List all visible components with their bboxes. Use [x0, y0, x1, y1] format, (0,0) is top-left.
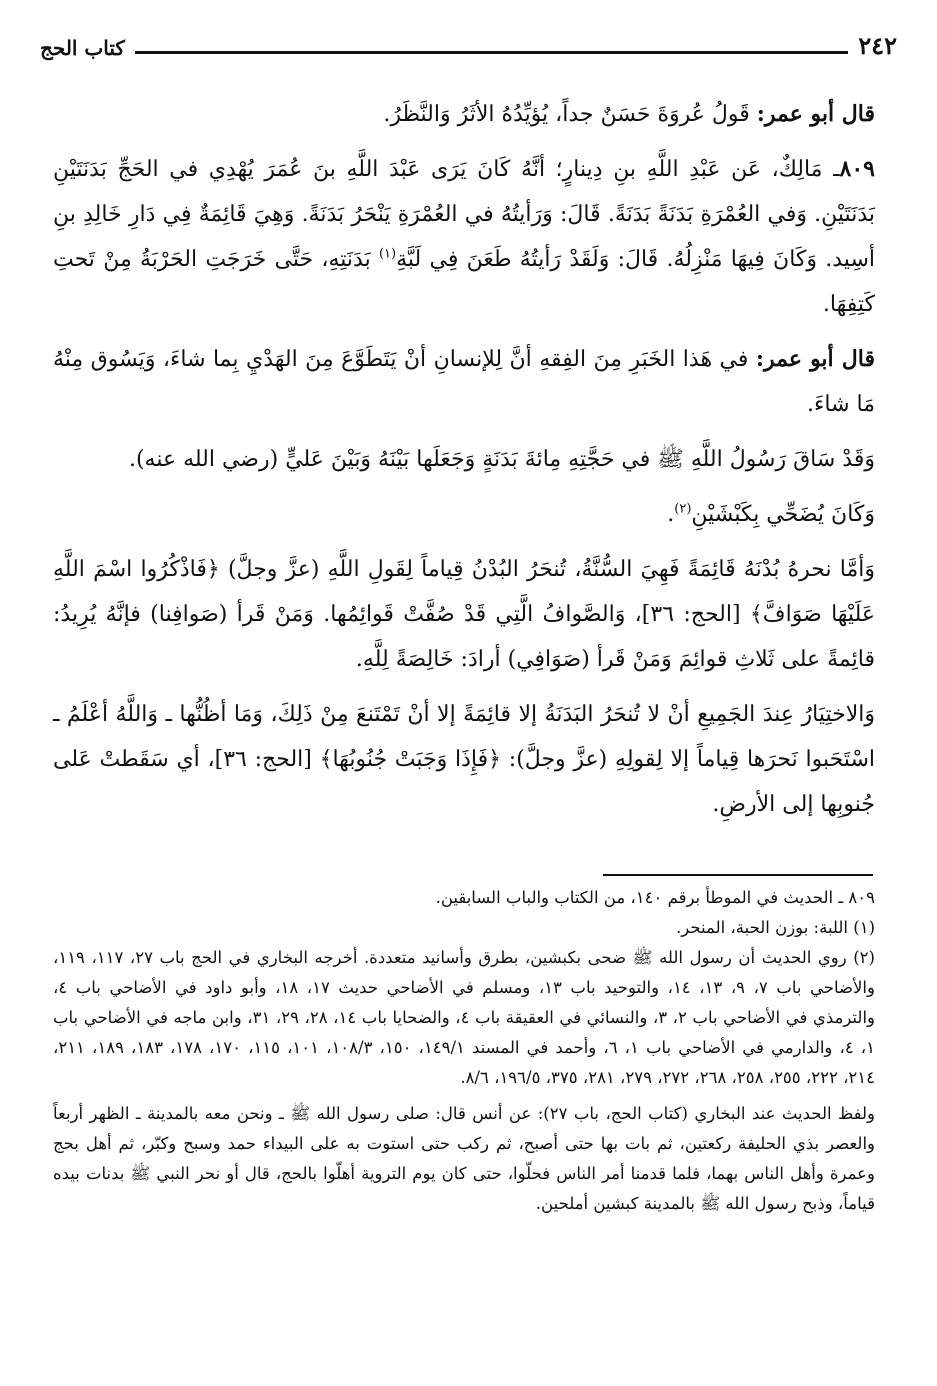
book-title: كتاب الحج [40, 36, 125, 60]
paragraph-abu-umar-2 [53, 337, 875, 427]
footnote-2-text: ولفظ الحديث عند البخاري (كتاب الحج، باب ٢٧): عن أنس قال: صلى رسول الله ﷺ ـ ونحن معه بالمدينة ـ الظهر أربعاً والعصر بذي الحليفة ركعتين، ثم بات بها حتى أصبح، ثم ركب حتى استوت به على البيداء حمد وسبح وكبّر، ثم أهل بحج وعمرة وأهل الناس بهما، فلما قدمنا أمر الناس فحلّوا، حتى كان يوم التروية أهلّوا بالحج، قال أو نحر النبي ﷺ بدنات بيده قياماً، وذبح رسول الله ﷺ بالمدينة كبشين أملحين. [53, 1104, 875, 1213]
hadith-text-part-1: ـ مَالِكٌ، عَن عَبْدِ اللَّهِ بنِ دِينارٍ؛ أنَّهُ كَانَ يَرَى عَبْدَ اللَّهِ بنَ عُمَرَ يُهْدِي في الحَجِّ بَدَنَتَيْنِ بَدَنَتَيْنِ. وَفي العُمْرَةِ بَدَنَةً بَدَنَةً. قَالَ: وَرَأيتُهُ في العُمْرَةِ يَنْحَرُ بَدَنَةً. وَهِيَ قَائِمَةٌ فِي دَارِ خَالِدِ بنِ أسِيد. وَكَانَ فِيهَا مَنْزِلُهُ. قَالَ: وَلَقَدْ رَأيتُهُ طَعَنَ فِي لَبَّةِ [53, 157, 875, 272]
footnote-2: (٢) روي الحديث أن رسول الله ﷺ ضحى بكبشين، بطرق وأسانيد متعددة. أخرجه البخاري في الحج باب ٢٧، ١١٧، ١١٩، والأضاحي باب ٧، ٩، ١٣، ١٤، والتوحيد باب ١٣، ومسلم في الأضاحي حديث ١٧، ١٨، وأبو داود في الأضاحي باب ٤، والترمذي في الأضاحي باب ٢، ٣، والنسائي في العقيقة باب ٤، والضحايا باب ١٤، ٢٨، ٢٩، ٣١، وابن ماجه في الأضاحي باب ١، ٤، والدارمي في الأضاحي باب ١، ٦، وأحمد في المسند ١٤٩/١، ١٥٠، ١٠٨/٣، ١٠١، ١١٥، ١٧٠، ١٧٨، ١٨٣، ١٨٩، ٢١١، ٢١٤، ٢٢٢، ٢٥٥، ٢٥٨، ٢٦٨، ٢٧٢، ٢٧٩، ٢٨١، ٣٧٥، ١٩٦/٥، ٨/٦. [53, 948, 875, 1087]
paragraph-text: وَكَانَ يُضَحِّي بِكَبْشَيْنِ [691, 502, 875, 527]
paragraph-consensus: وَالاختِيَارُ عِندَ الجَمِيعِ أنْ لا تُنحَرُ البَدَنَةُ إلا قائِمَةً إلا أنْ تَمْتَنعَ مِنْ ذَلِكَ، وَمَا أظُنُّها ـ وَاللَّهُ أعْلَمُ ـ اسْتَحَبوا نَحرَها قِياماً إلا لِقولِهِ (عزَّ وجلَّ): ﴿فَإِذَا وَجَبَتْ جُنُوبُهَا﴾ [الحج: ٣٦]، أي سَقَطتْ عَلى جُنوبِها إلى الأرضِ. [53, 702, 875, 817]
footnote-separator [603, 874, 873, 876]
header-rule [135, 51, 848, 54]
speaker-label: قال أبو عمر: [756, 101, 875, 127]
paragraph-two-rams [53, 492, 875, 537]
page-number: ٢٤٢ [858, 31, 897, 60]
footnote-809: ٨٠٩ ـ الحديث في الموطأ برقم ١٤٠، من الكتاب والباب السابقين. [435, 888, 875, 907]
page-header [40, 28, 897, 58]
hadith-text-part-2: بَدَنَتِهِ، حَتَّى خَرَجَتِ الحَرْبَةُ مِنْ تَحتِ كَتِفِهَا. [53, 247, 875, 317]
paragraph-prophet-hady: وَقَدْ سَاقَ رَسُولُ اللَّهِ ﷺ في حَجَّتِهِ مِائةَ بَدَنَةٍ وَجَعَلَها بَيْنَهُ وَبَيْنَ عَليٍّ (رضي الله عنه). [128, 447, 875, 472]
speaker-label: قال أبو عمر: [755, 346, 875, 372]
period: . [667, 502, 675, 527]
paragraph-abu-umar-1 [53, 92, 875, 137]
hadith-809 [53, 147, 875, 327]
main-text [53, 92, 875, 837]
footnote-ref-1: (١) [378, 246, 397, 262]
footnote-1: (١) اللبة: بوزن الحبة، المنحر. [676, 918, 875, 937]
paragraph-text: في هَذا الخَبَرِ مِنَ الفِقهِ أنَّ لِلإنسانِ أنْ يَتَطَوَّعَ مِنَ الهَدْيِ بِما شاءَ، وَيَسُوق مِنْهُ مَا شاءَ. [53, 347, 875, 417]
footnote-ref-2: (٢) [674, 501, 692, 517]
paragraph-standing-sacrifice: وَأمَّا نحرهُ بُدْنَهُ قَائِمَةً فَهِيَ السُّنَّةُ، تُنحَرُ البُدْنُ قِياماً لِقَولِ اللَّهِ (عزَّ وجلَّ) ﴿فَاذْكُرُوا اسْمَ اللَّهِ عَلَيْهَا صَوَافَّ﴾ [الحج: ٣٦]، وَالصَّوافُ الَّتِي قَدْ صُفَّتْ قَوائِمُها. وَمَنْ قَرأ (صَوافِنا) فإنَّهُ يُرِيدُ: قائِمةً على ثَلاثِ قوائِمَ وَمَنْ قَرأ (صَوَافِي) أرادَ: خَالِصَةً لِلَّهِ. [53, 557, 875, 672]
hadith-number: ٨٠٩ [839, 156, 875, 182]
paragraph-text: قَولُ عُروَةَ حَسَنٌ جداً، يُؤيِّدُهُ الأثَرُ وَالنَّظَرُ. [383, 102, 750, 127]
footnotes [53, 883, 875, 1219]
